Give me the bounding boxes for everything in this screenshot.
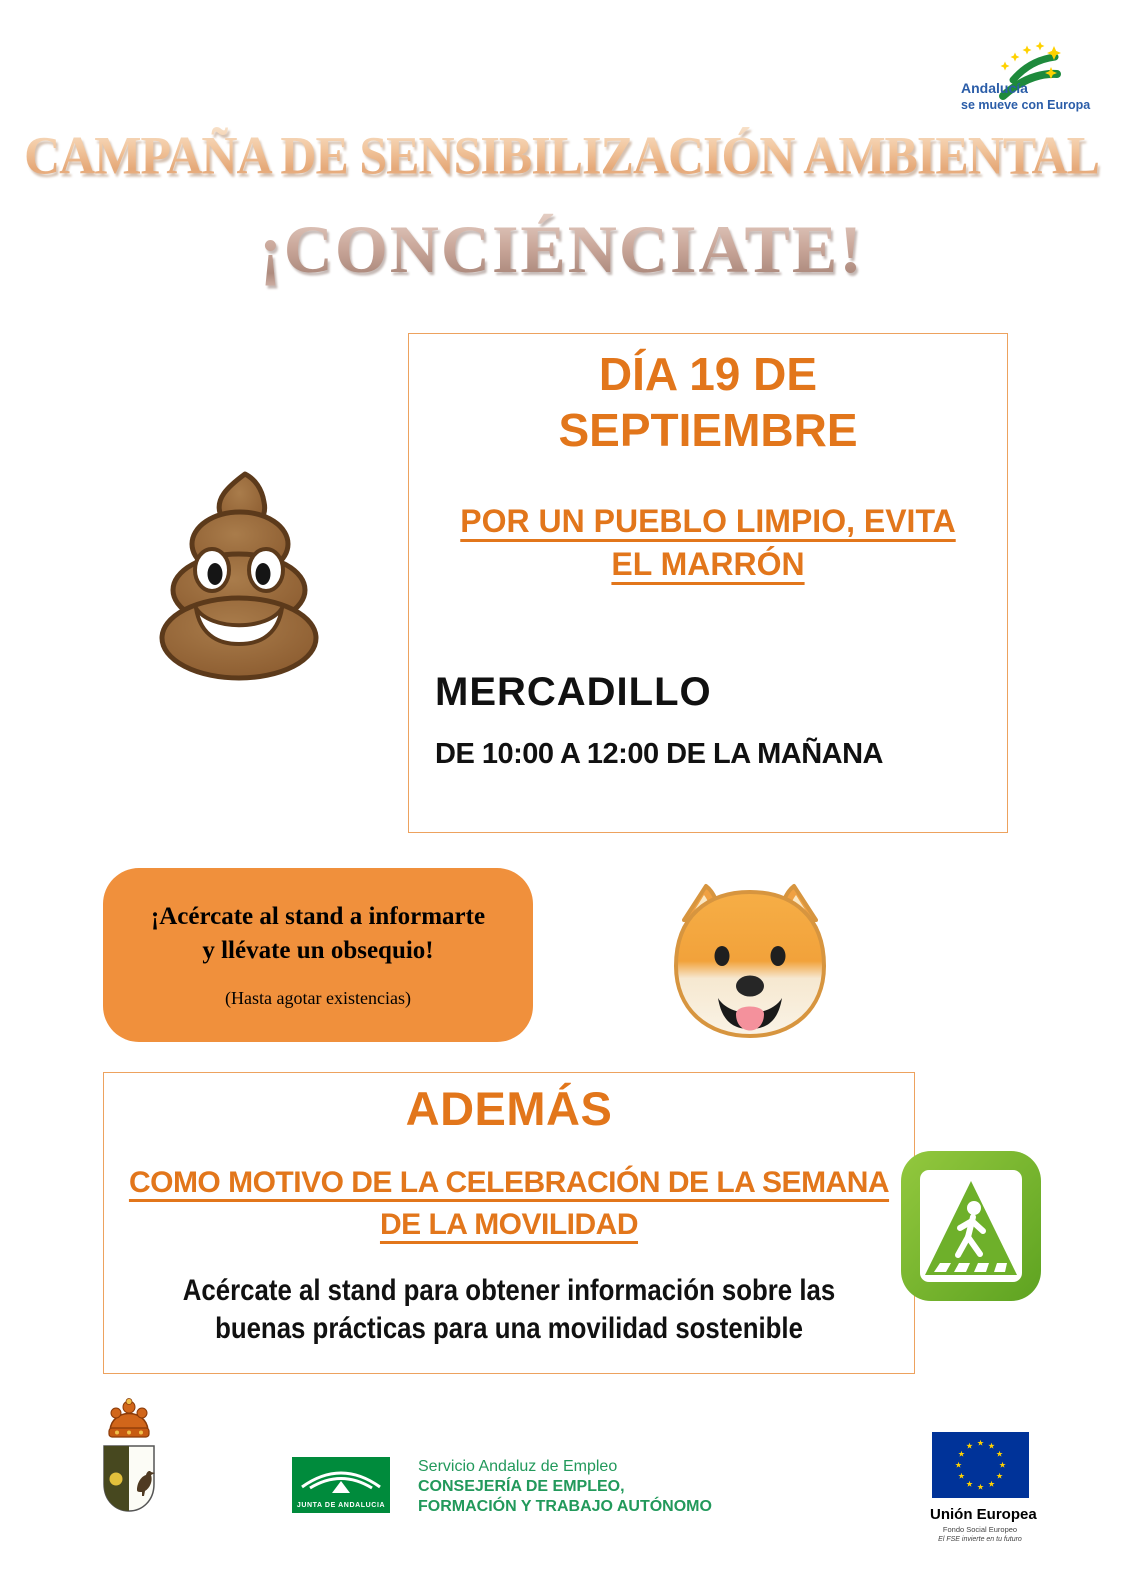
- eu-flag-block: [930, 1432, 1037, 1543]
- eu-sub2: El FSE invierte en tu futuro: [938, 1536, 1022, 1543]
- sae-line2: CONSEJERÍA DE EMPLEO,: [418, 1478, 625, 1495]
- mobility-body-line1: Acércate al stand para obtener información sobre las: [182, 1274, 836, 1307]
- promo-message: [103, 900, 533, 968]
- mobility-subtitle-line1: COMO MOTIVO DE LA CELEBRACIÓN DE LA SEMANA: [128, 1166, 890, 1199]
- promo-note: (Hasta agotar existencias): [225, 987, 411, 1008]
- eu-flag: [932, 1432, 1029, 1498]
- mobility-subtitle-line2: DE LA MOVILIDAD: [379, 1208, 639, 1241]
- mobility-body: [104, 1272, 914, 1347]
- junta-caption: JUNTA DE ANDALUCIA: [296, 1502, 386, 1509]
- logo-text-motto: se mueve con Europa: [961, 98, 1091, 112]
- event-slogan: [409, 500, 1007, 586]
- event-schedule: DE 10:00 A 12:00 DE LA MAÑANA: [435, 738, 883, 770]
- event-slogan-line1: POR UN PUEBLO LIMPIO, EVITA: [460, 503, 956, 540]
- promo-box: [103, 868, 533, 1042]
- event-box: [408, 333, 1008, 833]
- andalucia-se-mueve-con-europa-logo: [935, 38, 1091, 120]
- event-date: [409, 346, 1007, 458]
- mobility-box: [103, 1072, 915, 1374]
- junta-de-andalucia-logo: [292, 1457, 390, 1513]
- pedestrian-crossing-icon: [900, 1150, 1042, 1302]
- logo-text-andalucia: Andalucía: [961, 80, 1028, 96]
- promo-message-line1: ¡Acércate al stand a informarte: [150, 903, 486, 930]
- sae-text-block: [418, 1458, 712, 1516]
- dog-face-emoji: [658, 878, 842, 1040]
- mobility-title: ADEMÁS: [405, 1082, 613, 1135]
- poop-emoji: [150, 468, 328, 686]
- junta-arch-icon: [292, 1457, 390, 1497]
- event-venue: MERCADILLO: [435, 670, 712, 714]
- campaign-subtitle: ¡CONCIÉNCIATE!: [0, 210, 1123, 289]
- sae-line1: Servicio Andaluz de Empleo: [418, 1458, 618, 1475]
- event-date-line2: SEPTIEMBRE: [558, 404, 858, 457]
- eu-sub1: Fondo Social Europeo: [942, 1525, 1018, 1534]
- mobility-subtitle: [104, 1162, 914, 1246]
- municipal-coat-of-arms: [96, 1398, 162, 1518]
- mobility-body-line2: buenas prácticas para una movilidad sostenible: [215, 1311, 803, 1345]
- promo-message-line2: y llévate un obsequio!: [202, 936, 434, 964]
- event-date-line1: DÍA 19 DE: [598, 348, 818, 400]
- event-slogan-line2: EL MARRÓN: [611, 546, 805, 583]
- eu-title: Unión Europea: [930, 1506, 1037, 1523]
- campaign-title: CAMPAÑA DE SENSIBILIZACIÓN AMBIENTAL: [0, 124, 1123, 187]
- sae-line3: FORMACIÓN Y TRABAJO AUTÓNOMO: [418, 1498, 712, 1515]
